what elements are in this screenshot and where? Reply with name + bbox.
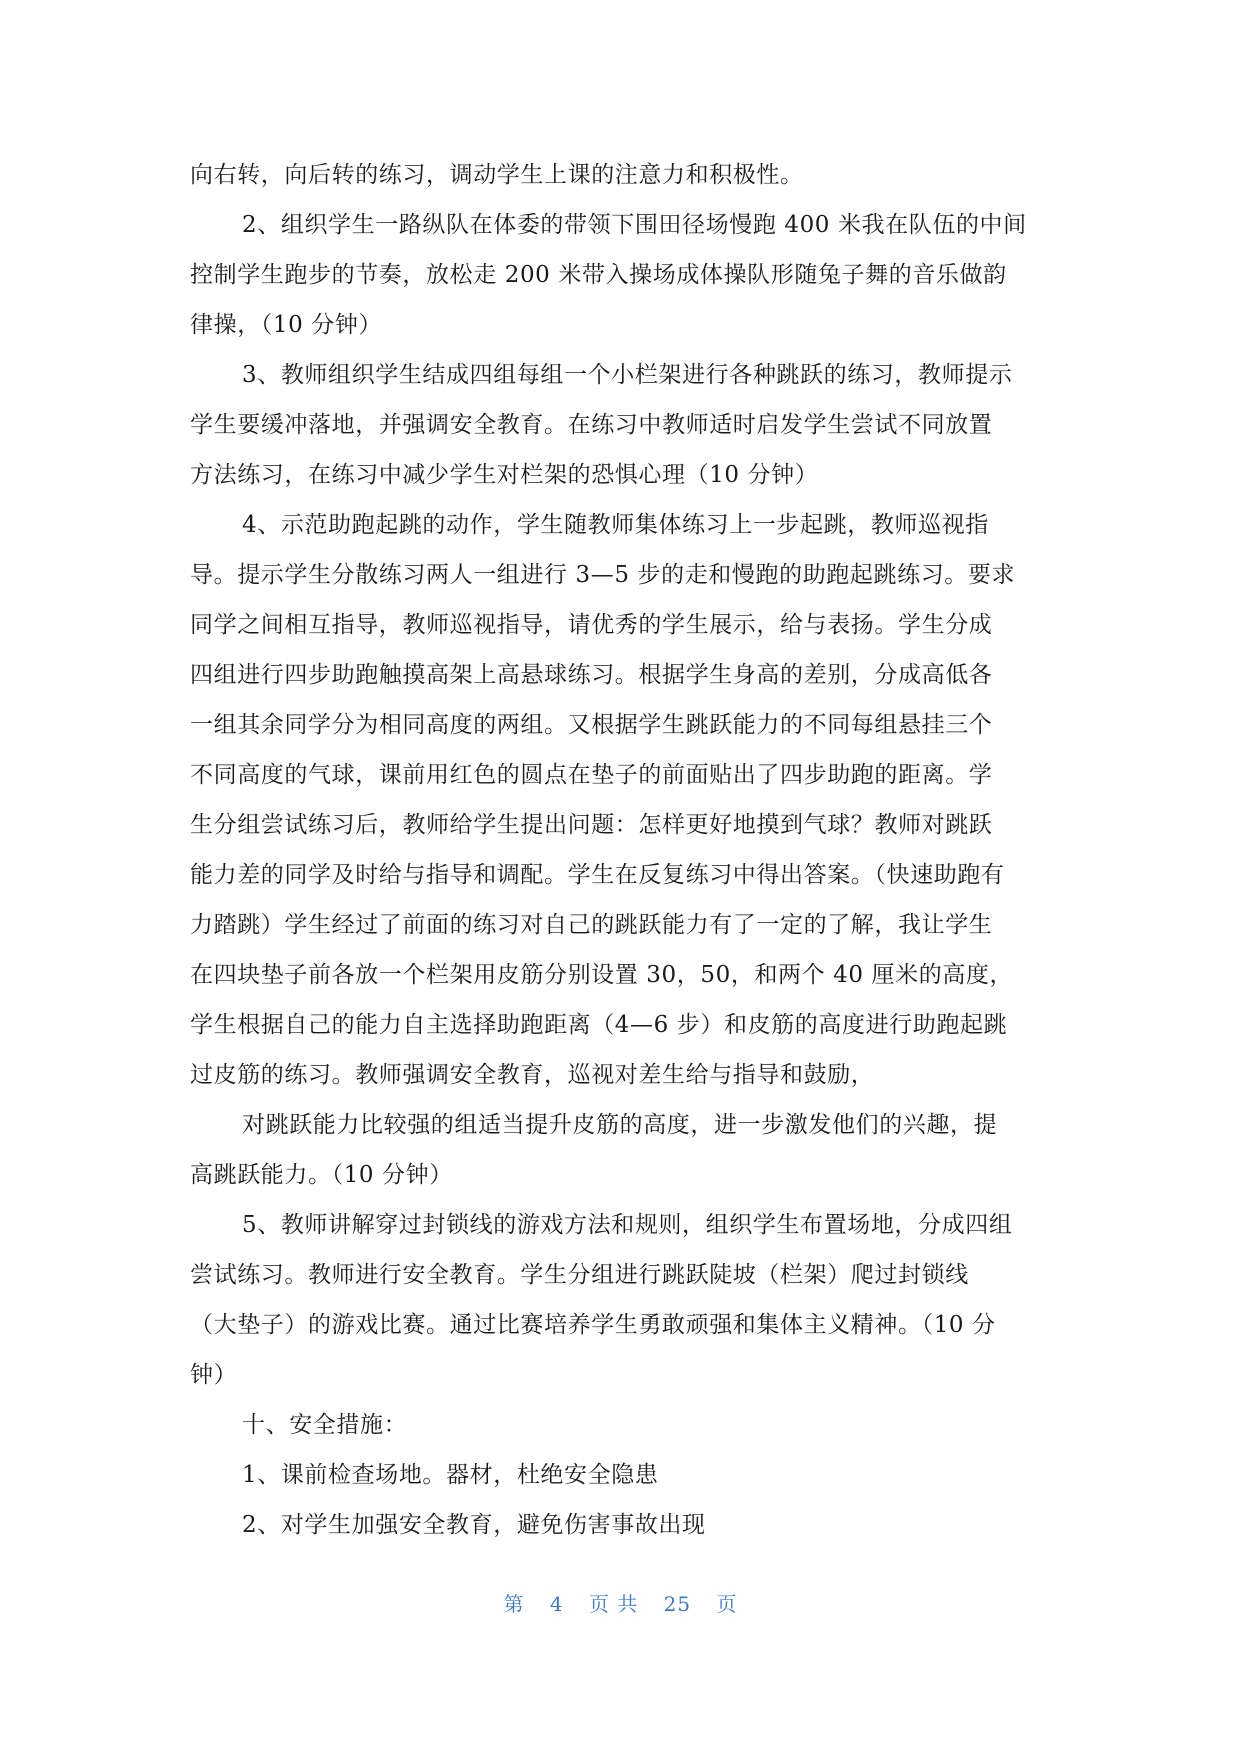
text-line: 对跳跃能力比较强的组适当提升皮筋的高度，进一步激发他们的兴趣，提	[242, 1112, 998, 1138]
text-line: 5、教师讲解穿过封锁线的游戏方法和规则，组织学生布置场地，分成四组	[242, 1212, 1013, 1238]
page-number-prefix: 第	[503, 1592, 525, 1616]
text-line: 力踏跳）学生经过了前面的练习对自己的跳跃能力有了一定的了解，我让学生	[190, 912, 993, 938]
page-footer	[0, 1588, 1241, 1617]
text-line: 能力差的同学及时给与指导和调配。学生在反复练习中得出答案。（快速助跑有	[190, 862, 1005, 888]
text-line: 3、教师组织学生结成四组每组一个小栏架进行各种跳跃的练习，教师提示	[242, 362, 1013, 388]
text-line: 向右转，向后转的练习，调动学生上课的注意力和积极性。	[190, 162, 804, 188]
text-line: 十、安全措施：	[242, 1412, 408, 1438]
text-line: 一组其余同学分为相同高度的两组。又根据学生跳跃能力的不同每组悬挂三个	[190, 712, 993, 738]
text-line: 4、示范助跑起跳的动作，学生随教师集体练习上一步起跳，教师巡视指	[242, 512, 989, 538]
text-line: 高跳跃能力。（10 分钟）	[190, 1162, 453, 1188]
text-line: 控制学生跑步的节奏，放松走 200 米带入操场成体操队形随兔子舞的音乐做韵	[190, 262, 1007, 288]
text-line: 学生要缓冲落地，并强调安全教育。在练习中教师适时启发学生尝试不同放置	[190, 412, 993, 438]
text-line: 生分组尝试练习后，教师给学生提出问题：怎样更好地摸到气球？教师对跳跃	[190, 812, 993, 838]
page-number-middle: 页 共	[588, 1592, 639, 1616]
text-line: 过皮筋的练习。教师强调安全教育，巡视对差生给与指导和鼓励，	[190, 1062, 875, 1088]
document-body	[190, 150, 1052, 1550]
current-page-number: 4	[549, 1592, 564, 1616]
text-line: 1、课前检查场地。器材，杜绝安全隐患	[242, 1462, 659, 1488]
text-line: 同学之间相互指导，教师巡视指导，请优秀的学生展示，给与表扬。学生分成	[190, 612, 993, 638]
text-line: （大垫子）的游戏比赛。通过比赛培养学生勇敢顽强和集体主义精神。（10 分	[190, 1312, 996, 1338]
text-line: 2、组织学生一路纵队在体委的带领下围田径场慢跑 400 米我在队伍的中间	[242, 212, 1027, 238]
page-number-suffix: 页	[716, 1592, 738, 1616]
text-line: 在四块垫子前各放一个栏架用皮筋分别设置 30，50，和两个 40 厘米的高度，	[190, 962, 1014, 988]
text-line: 方法练习，在练习中减少学生对栏架的恐惧心理（10 分钟）	[190, 462, 819, 488]
text-line: 四组进行四步助跑触摸高架上高悬球练习。根据学生身高的差别，分成高低各	[190, 662, 993, 688]
text-line: 律操，（10 分钟）	[190, 312, 383, 338]
text-line: 导。提示学生分散练习两人一组进行 3—5 步的走和慢跑的助跑起跳练习。要求	[190, 562, 1016, 588]
text-line: 钟）	[190, 1362, 238, 1388]
text-line: 2、对学生加强安全教育，避免伤害事故出现	[242, 1512, 706, 1538]
text-line: 不同高度的气球，课前用红色的圆点在垫子的前面贴出了四步助跑的距离。学	[190, 762, 993, 788]
text-line: 尝试练习。教师进行安全教育。学生分组进行跳跃陡坡（栏架）爬过封锁线	[190, 1262, 969, 1288]
total-page-count: 25	[663, 1592, 692, 1616]
text-line: 学生根据自己的能力自主选择助跑距离（4—6 步）和皮筋的高度进行助跑起跳	[190, 1012, 1008, 1038]
